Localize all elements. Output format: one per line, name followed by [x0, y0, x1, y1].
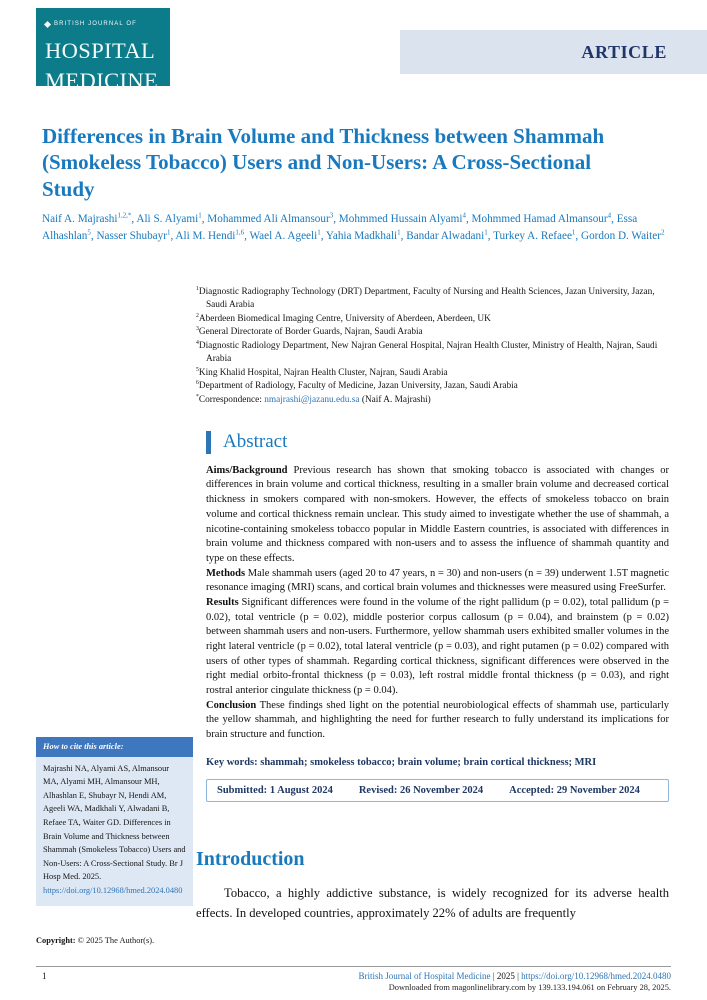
author-affiliation-sup: 1: [397, 228, 401, 237]
abstract-paragraph-label: Aims/Background: [206, 464, 288, 476]
affiliation: $^3$General Directorate of Border Guards, Najran, Saudi Arabia: [196, 326, 423, 338]
correspondence-suffix: (Naif A. Majrashi): [361, 394, 431, 405]
copyright-text: © 2025 The Author(s).: [77, 936, 155, 945]
affiliation-list: [196, 286, 670, 394]
author-affiliation-sup: 4: [462, 211, 466, 220]
abstract-heading: Abstract: [206, 431, 669, 454]
date-label: Submitted:: [217, 784, 268, 796]
affiliation-sup: 6: [196, 380, 199, 387]
article-type-badge: ARTICLE: [581, 41, 667, 62]
author: Yahia Madkhali$^1$,: [325, 228, 407, 242]
footer-divider: [36, 966, 671, 967]
author: Bandar Alwadani$^1$,: [406, 228, 494, 242]
abstract-paragraph-label: Results: [206, 596, 239, 608]
author-affiliation-sup: 1: [484, 228, 488, 237]
journal-name-line2: MEDICINE: [45, 68, 159, 94]
abstract-paragraph: Aims/Background Previous research has shown that smoking tobacco is associated with changes or differences in brain volume and cortical thickness, resulting in a smaller brain volume and decreased cortical thickness in smokers compared with non-smokers. However, the effects of smokeless tobacco on brain volume and cortical thickness remain unclear. This study aimed to investigate whether the use of shammah, a nicotine-containing smokeless tobacco popular in Middle Eastern countries, is associated with differences in brain volume and thickness compared with non-users and to assess the influence of shammah quantity and type on these effects.: [206, 464, 669, 564]
page-number: 1: [42, 971, 47, 981]
author: Wael A. Ageeli$^1$,: [249, 228, 326, 242]
article-title: Differences in Brain Volume and Thickness between Shammah (Smokeless Tobacco) Users and Non-Users: A Cross-Sectional Study: [42, 124, 605, 201]
footer-journal-line: [359, 970, 671, 982]
author-affiliation-sup: 1,2,*: [117, 211, 132, 220]
author-affiliation-sup: 1,6: [235, 228, 245, 237]
abstract-paragraph-label: Conclusion: [206, 699, 257, 711]
correspondence-marker: *: [196, 393, 199, 400]
author-affiliation-sup: 4: [607, 211, 612, 220]
date-item: Accepted: 29 November 2024: [509, 784, 640, 796]
author: Mohmmed Hussain Alyami$^4$,: [338, 211, 472, 225]
author-affiliation-sup: 1: [571, 228, 576, 237]
date-label: Revised:: [358, 784, 398, 796]
abstract-paragraph-label: Methods: [206, 567, 246, 579]
author-affiliation-sup: 1: [317, 228, 321, 237]
affiliation-block: [196, 286, 670, 407]
correspondence-label: Correspondence:: [198, 394, 262, 405]
affiliation-sup: 2: [196, 312, 199, 319]
author: Mohmmed Hamad Almansour$^4$,: [471, 211, 617, 225]
footer-citation: [359, 970, 671, 993]
correspondence-email-link[interactable]: nmajrashi@jazanu.edu.sa: [264, 394, 360, 405]
author: Essa Alhashlan$^5$,: [42, 213, 638, 242]
copyright-line: [36, 936, 193, 945]
date-item: Submitted: 1 August 2024: [217, 784, 333, 796]
abstract-paragraph: Conclusion These findings shed light on the potential neurobiological effects of shammah use, particularly the yellow shammah, and highlighting the need for further research to fully understand its implications for brain structure and function.: [206, 699, 669, 741]
author-affiliation-sup: 3: [329, 211, 334, 220]
author: Mohammed Ali Almansour$^3$,: [207, 211, 339, 225]
author-affiliation-sup: 5: [87, 228, 91, 237]
journal-logo-icon: [44, 21, 51, 28]
affiliation: $^4$Diagnostic Radiology Department, New Najran General Hospital, Najran Health Cluster, Ministry of Health, Najran, Saudi Arabia: [196, 339, 658, 365]
date-label: Accepted:: [509, 784, 555, 796]
affiliation: $^6$Department of Radiology, Faculty of Medicine, Jazan University, Jazan, Saudi Arabia: [196, 380, 518, 392]
affiliation: $^5$King Khalid Hospital, Najran Health Cluster, Najran, Saudi Arabia: [196, 366, 448, 378]
citation-text: Majrashi NA, Alyami AS, Almansour MA, Alyami MH, Almansour MH, Alhashlan E, Shubayr N, Hendi AM, Ageeli WA, Madkhali Y, Alwadani B, Refaee TA, Waiter GD. Differences in Brain Volume and Thickness between Shammah (Smokeless Tobacco) Users and Non-Users: A Cross-Sectional Study. Br J Hosp Med. 2025.: [43, 763, 186, 882]
author-affiliation-sup: 2: [660, 228, 665, 237]
date-item: Revised: 26 November 2024: [358, 784, 484, 796]
footer-doi-link[interactable]: https://doi.org/10.12968/hmed.2024.0480: [521, 971, 671, 981]
author-list: [42, 211, 674, 245]
copyright-label: Copyright:: [36, 936, 76, 945]
how-to-cite-heading: How to cite this article:: [36, 737, 193, 757]
abstract-section: [206, 431, 669, 802]
keywords-line: [206, 757, 669, 768]
article-type-bar: [400, 30, 707, 74]
author: Ali S. Alyami$^1$,: [136, 211, 208, 225]
footer-year: 2025: [496, 971, 515, 981]
author: Turkey A. Refaee$^1$,: [493, 228, 581, 242]
affiliation-sup: 5: [196, 366, 199, 373]
author: Naif A. Majrashi$^{1,2,*}$,: [42, 211, 137, 225]
journal-logo: [36, 8, 170, 94]
keywords-label: Key words:: [206, 756, 258, 768]
abstract-paragraph: Methods Male shammah users (aged 20 to 47 years, n = 30) and non-users (n = 39) underwent 1.5T magnetic resonance imaging (MRI) scans, and cortical brain volumes and thicknesses were measured using FreeSurfer.: [206, 567, 669, 594]
footer-separator-2: |: [517, 971, 519, 981]
download-note: Downloaded from magonlinelibrary.com by 139.133.194.061 on February 28, 2025.: [388, 983, 671, 993]
affiliation-sup: 1: [196, 285, 199, 292]
introduction-paragraph: Tobacco, a highly addictive substance, is widely recognized for its adverse health effects. In developed countries, approximately 22% of adults are frequently: [196, 886, 669, 920]
footer-journal-link[interactable]: British Journal of Hospital Medicine: [358, 971, 491, 981]
author-affiliation-sup: 1: [166, 228, 171, 237]
journal-name-line1: HOSPITAL: [45, 38, 156, 63]
journal-tagline: BRITISH JOURNAL OF: [54, 21, 137, 28]
author: Ali M. Hendi$^{1,6}$,: [175, 228, 250, 242]
author: Gordon D. Waiter$^2$: [580, 228, 665, 242]
citation-doi-link[interactable]: https://doi.org/10.12968/hmed.2024.0480: [43, 886, 183, 896]
how-to-cite-box: [36, 737, 193, 906]
correspondence-line: [196, 394, 670, 407]
how-to-cite-text: [36, 757, 193, 906]
author: Nasser Shubayr$^1$,: [96, 228, 176, 242]
dates-row: [206, 779, 669, 802]
affiliation: $^2$Aberdeen Biomedical Imaging Centre, University of Aberdeen, Aberdeen, UK: [196, 312, 491, 324]
affiliation-sup: 3: [196, 326, 199, 333]
abstract-paragraph: Results Significant differences were found in the volume of the right pallidum (p = 0.02), total pallidum (p = 0.02), total ventricle (p = 0.02), middle posterior corpus callosum (p = 0.04), and brainstem (p = 0.02) between shammah users and non-users. Furthermore, yellow shammah users exhibited smaller volumes in the right lateral ventricle (p = 0.02), total lateral ventricle (p = 0.03), and right putamen (p = 0.02) compared with users of other types of shammah. Regarding cortical thickness, significant differences were observed in the right medial orbito-frontal thickness (p = 0.03), left rostral middle frontal thickness (p = 0.03), and right rostral anterior cingulate thickness (p = 0.04).: [206, 596, 669, 697]
abstract-body: [206, 464, 669, 743]
author-affiliation-sup: 1: [198, 211, 202, 220]
footer-separator-1: |: [492, 971, 495, 981]
introduction-heading: Introduction: [196, 848, 305, 870]
affiliation: $^1$Diagnostic Radiography Technology (DRT) Department, Faculty of Nursing and Health Sciences, Jazan University, Jazan, Saudi Arabia: [196, 285, 655, 311]
keywords-text: shammah; smokeless tobacco; brain volume; brain cortical thickness; MRI: [260, 756, 597, 768]
affiliation-sup: 4: [196, 339, 199, 346]
